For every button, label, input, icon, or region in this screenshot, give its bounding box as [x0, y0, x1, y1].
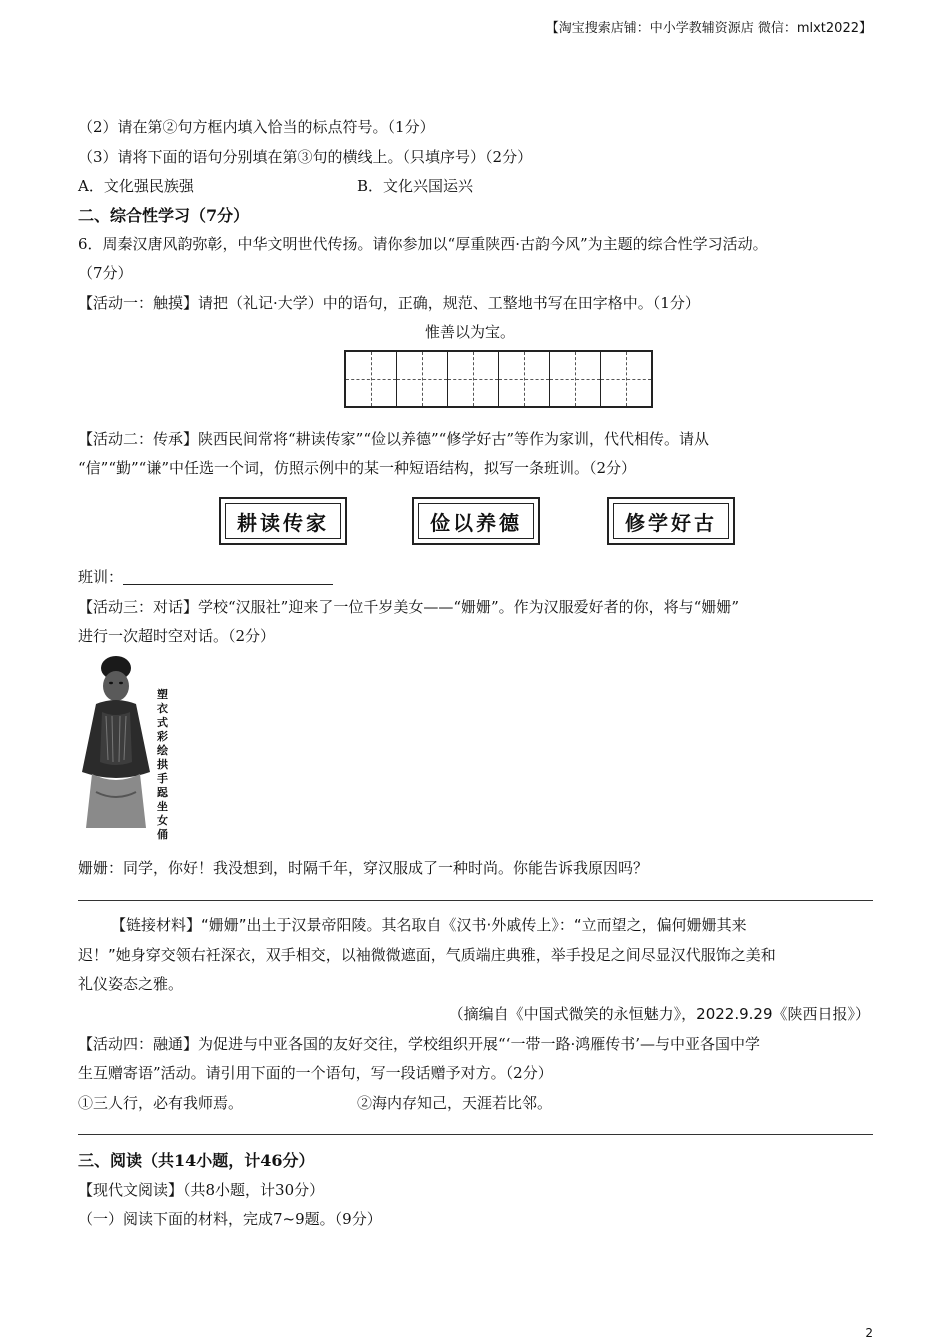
activity-2: 【活动二：传承】陕西民间常将“耕读传家”“俭以养德”“修学好古”等作为家训，代代相传。请从 — [78, 430, 710, 448]
activity-4-cont: 生互赠寄语”活动。请引用下面的一个语句，写一段话赠予对方。（2分） — [78, 1064, 553, 1082]
activity-3: 【活动三：对话】学校“汉服社”迎来了一位千岁美女——“姗姗”。作为汉服爱好者的你，将与“姗姗” — [78, 598, 740, 616]
question-3: （3）请将下面的语句分别填在第③句的横线上。（只填序号）（2分） — [78, 148, 533, 166]
plaque-1 — [219, 497, 347, 545]
link-material-source: （摘编自《中国式微笑的永恒魅力》，2022.9.29《陕西日报》） — [448, 1005, 870, 1023]
plaque-2-text: 俭以养德 — [430, 510, 522, 535]
link-material-3: 礼仪姿态之雅。 — [78, 975, 184, 993]
grid-cell[interactable] — [550, 352, 601, 406]
class-motto-label: 班训： — [78, 568, 124, 586]
activity-1: 【活动一：触摸】请把（礼记·大学）中的语句，正确，规范、工整地书写在田字格中。（1分） — [78, 294, 700, 312]
grid-cell[interactable] — [448, 352, 499, 406]
class-motto-blank[interactable] — [123, 568, 333, 585]
quote-option-1: ①三人行，必有我师焉。 — [78, 1094, 244, 1112]
activity-4: 【活动四：融通】为促进与中亚各国的友好交往，学校组织开展“‘一带一路·鸿雁传书’—与中亚各国中学 — [78, 1035, 760, 1053]
plaque-3-text: 修学好古 — [625, 510, 717, 535]
section-3-title: 三、阅读（共14小题，计46分） — [78, 1151, 315, 1170]
plaque-2 — [412, 497, 540, 545]
option-b: B．文化兴国运兴 — [357, 177, 474, 195]
activity-1-quote: 惟善以为宝。 — [425, 323, 516, 341]
grid-cell[interactable] — [601, 352, 651, 406]
link-material-1: 【链接材料】“姗姗”出土于汉景帝阳陵。其名取自《汉书·外戚传上》：“立而望之，偏何姗姗其来 — [111, 916, 747, 934]
statue-caption: 塑衣式彩绘拱手跽坐女俑 — [157, 688, 168, 841]
answer-line[interactable] — [78, 900, 873, 901]
question-6: 6．周秦汉唐风韵弥彰，中华文明世代传扬。请你参加以“厚重陕西·古韵今风”为主题的综合性学习活动。 — [78, 235, 768, 253]
grid-cell[interactable] — [499, 352, 550, 406]
modern-reading: 【现代文阅读】（共8小题，计30分） — [78, 1181, 325, 1199]
quote-option-2: ②海内存知己，天涯若比邻。 — [357, 1094, 553, 1112]
statue-image — [76, 652, 156, 830]
plaque-1-text: 耕读传家 — [237, 510, 329, 535]
class-motto-line — [78, 566, 333, 587]
link-material-2: 迟！”她身穿交领右衽深衣，双手相交，以袖微微遮面，气质端庄典雅，举手投足之间尽显汉代服饰之美和 — [78, 946, 776, 964]
page-number: 2 — [865, 1326, 873, 1340]
part-1: （一）阅读下面的材料，完成7~9题。（9分） — [78, 1210, 382, 1228]
page-header: 【淘宝搜索店铺：中小学教辅资源店 微信：mlxt2022】 — [545, 21, 872, 36]
shanshan-dialogue: 姗姗：同学，你好！我没想到，时隔千年，穿汉服成了一种时尚。你能告诉我原因吗？ — [78, 859, 649, 877]
question-6-score: （7分） — [78, 264, 133, 282]
grid-cell[interactable] — [346, 352, 397, 406]
answer-line[interactable] — [78, 1134, 873, 1135]
question-2: （2）请在第②句方框内填入恰当的标点符号。（1分） — [78, 118, 435, 136]
tianzi-grid[interactable] — [344, 350, 653, 408]
activity-2-cont: “信”“勤”“谦”中任选一个词，仿照示例中的某一种短语结构，拟写一条班训。（2分） — [78, 459, 637, 477]
section-2-title: 二、综合性学习（7分） — [78, 206, 250, 225]
activity-3-cont: 进行一次超时空对话。（2分） — [78, 627, 276, 645]
grid-cell[interactable] — [397, 352, 448, 406]
option-a: A．文化强民族强 — [78, 177, 194, 195]
plaque-3 — [607, 497, 735, 545]
